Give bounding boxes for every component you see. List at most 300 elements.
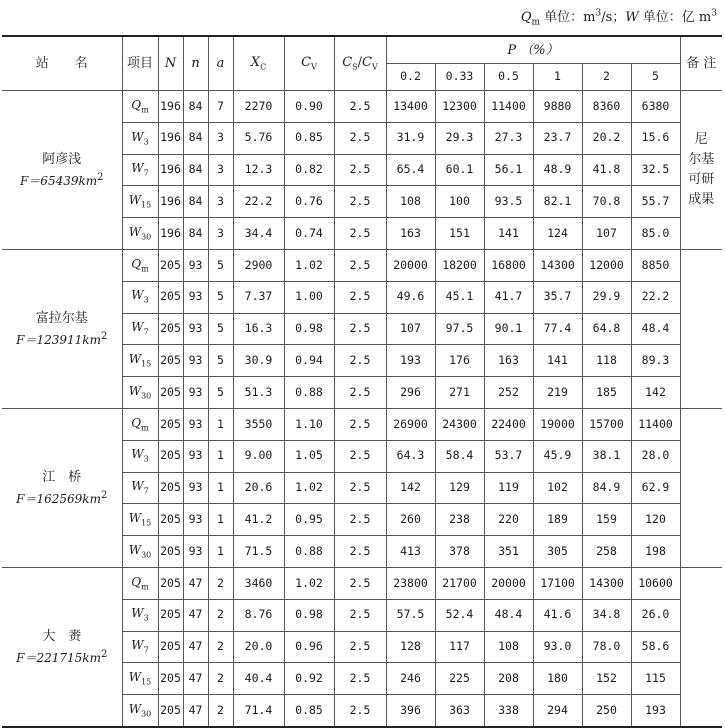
- p-value-cell: 26.0: [631, 599, 680, 631]
- p-value-cell: 58.4: [435, 440, 484, 472]
- a-cell: 1: [208, 536, 233, 568]
- p-value-cell: 23.7: [533, 122, 582, 154]
- p-value-cell: 107: [386, 313, 435, 345]
- p-value-cell: 58.6: [631, 631, 680, 663]
- units-note: $Q_m$ 单位：$m^3/s$；W 单位：亿 $m^3$: [520, 8, 717, 28]
- xc-cell: 34.4: [233, 218, 284, 250]
- a-cell: 3: [208, 186, 233, 218]
- header-N: N: [158, 36, 183, 91]
- p-value-cell: 413: [386, 536, 435, 568]
- a-cell: 3: [208, 218, 233, 250]
- p-value-cell: 13400: [386, 91, 435, 123]
- N-cell: 196: [158, 91, 183, 123]
- N-cell: 205: [158, 281, 183, 313]
- p-value-cell: 93.5: [484, 186, 533, 218]
- item-cell: $Q_m$: [122, 408, 158, 440]
- p-value-cell: 258: [582, 536, 631, 568]
- n-cell: 93: [183, 313, 208, 345]
- cv-cell: 1.00: [284, 281, 334, 313]
- a-cell: 2: [208, 663, 233, 695]
- n-cell: 84: [183, 218, 208, 250]
- p-value-cell: 108: [484, 631, 533, 663]
- n-cell: 47: [183, 599, 208, 631]
- xc-cell: 71.5: [233, 536, 284, 568]
- note-line: 可研: [688, 171, 715, 187]
- station-area: $F=123911km^2$: [16, 330, 108, 347]
- N-cell: 205: [158, 313, 183, 345]
- p-value-cell: 29.9: [582, 281, 631, 313]
- n-cell: 93: [183, 281, 208, 313]
- table-row: [2, 408, 722, 440]
- cs-cv-cell: 2.5: [334, 599, 386, 631]
- cs-cv-cell: 2.5: [334, 567, 386, 599]
- p-value-cell: 142: [386, 472, 435, 504]
- a-cell: 1: [208, 440, 233, 472]
- p-value-cell: 119: [484, 472, 533, 504]
- item-cell: $W_3$: [122, 440, 158, 472]
- p-value-cell: 38.1: [582, 440, 631, 472]
- flood-frequency-table: [2, 35, 722, 728]
- cs-cv-cell: 2.5: [334, 91, 386, 123]
- header-a: a: [208, 36, 233, 91]
- p-value-cell: 180: [533, 663, 582, 695]
- p-value-cell: 271: [435, 377, 484, 409]
- xc-cell: 8.76: [233, 599, 284, 631]
- p-value-cell: 82.1: [533, 186, 582, 218]
- a-cell: 2: [208, 599, 233, 631]
- header-item: 项目: [122, 36, 158, 91]
- p-value-cell: 11400: [484, 91, 533, 123]
- cv-cell: 0.74: [284, 218, 334, 250]
- cv-cell: 0.88: [284, 536, 334, 568]
- item-cell: $W_7$: [122, 313, 158, 345]
- p-value-cell: 45.1: [435, 281, 484, 313]
- n-cell: 84: [183, 91, 208, 123]
- note-cell: [680, 249, 722, 408]
- a-cell: 1: [208, 504, 233, 536]
- item-cell: $Q_m$: [122, 567, 158, 599]
- p-value-cell: 89.3: [631, 345, 680, 377]
- cs-cv-cell: 2.5: [334, 122, 386, 154]
- station-area: $F=221715km^2$: [16, 648, 108, 665]
- cs-cv-cell: 2.5: [334, 186, 386, 218]
- note-line: 尔基: [688, 151, 715, 167]
- p-value-cell: 48.9: [533, 154, 582, 186]
- p-value-cell: 16800: [484, 249, 533, 281]
- p-value-cell: 159: [582, 504, 631, 536]
- n-cell: 93: [183, 408, 208, 440]
- p-value-cell: 102: [533, 472, 582, 504]
- cs-cv-cell: 2.5: [334, 249, 386, 281]
- header-station: 站 名: [2, 36, 122, 91]
- station-cell: [2, 249, 122, 408]
- p-value-cell: 163: [386, 218, 435, 250]
- item-cell: $W_{15}$: [122, 663, 158, 695]
- p-value-cell: 193: [631, 695, 680, 727]
- cs-cv-cell: 2.5: [334, 472, 386, 504]
- cs-cv-cell: 2.5: [334, 281, 386, 313]
- station-name: 富拉尔基: [35, 310, 88, 326]
- cv-cell: 1.02: [284, 567, 334, 599]
- p-value-cell: 35.7: [533, 281, 582, 313]
- station-cell: [2, 91, 122, 250]
- p-value-cell: 108: [386, 186, 435, 218]
- cv-cell: 0.76: [284, 186, 334, 218]
- item-cell: $W_3$: [122, 281, 158, 313]
- cv-cell: 0.82: [284, 154, 334, 186]
- p-value-cell: 198: [631, 536, 680, 568]
- p-value-cell: 189: [533, 504, 582, 536]
- cs-cv-cell: 2.5: [334, 154, 386, 186]
- p-value-cell: 21700: [435, 567, 484, 599]
- header-p-col: 1: [533, 64, 582, 91]
- p-value-cell: 378: [435, 536, 484, 568]
- p-value-cell: 246: [386, 663, 435, 695]
- p-value-cell: 64.8: [582, 313, 631, 345]
- cs-cv-cell: 2.5: [334, 377, 386, 409]
- note-cell: [680, 91, 722, 250]
- p-value-cell: 45.9: [533, 440, 582, 472]
- p-value-cell: 208: [484, 663, 533, 695]
- cs-cv-cell: 2.5: [334, 313, 386, 345]
- item-cell: $Q_m$: [122, 91, 158, 123]
- cs-cv-cell: 2.5: [334, 536, 386, 568]
- p-value-cell: 294: [533, 695, 582, 727]
- xc-cell: 9.00: [233, 440, 284, 472]
- a-cell: 7: [208, 91, 233, 123]
- a-cell: 5: [208, 345, 233, 377]
- station-name: 阿彦浅: [42, 151, 82, 167]
- cv-cell: 0.96: [284, 631, 334, 663]
- p-value-cell: 85.0: [631, 218, 680, 250]
- cv-cell: 1.02: [284, 472, 334, 504]
- p-value-cell: 17100: [533, 567, 582, 599]
- header-cv: $C_V$: [284, 36, 334, 91]
- p-value-cell: 52.4: [435, 599, 484, 631]
- a-cell: 5: [208, 313, 233, 345]
- station-area: $F=162569km^2$: [16, 489, 108, 506]
- p-value-cell: 252: [484, 377, 533, 409]
- item-cell: $W_{15}$: [122, 186, 158, 218]
- p-value-cell: 14300: [533, 249, 582, 281]
- cv-cell: 0.98: [284, 599, 334, 631]
- cv-cell: 0.90: [284, 91, 334, 123]
- p-value-cell: 176: [435, 345, 484, 377]
- header-n: n: [183, 36, 208, 91]
- p-value-cell: 296: [386, 377, 435, 409]
- p-value-cell: 305: [533, 536, 582, 568]
- station-area: $F=65439km^2$: [19, 171, 104, 188]
- xc-cell: 2900: [233, 249, 284, 281]
- cv-cell: 0.85: [284, 122, 334, 154]
- N-cell: 196: [158, 218, 183, 250]
- header-p-col: 5: [631, 64, 680, 91]
- table-row: [2, 91, 722, 123]
- p-value-cell: 31.9: [386, 122, 435, 154]
- N-cell: 205: [158, 504, 183, 536]
- n-cell: 47: [183, 631, 208, 663]
- cs-cv-cell: 2.5: [334, 440, 386, 472]
- cs-cv-cell: 2.5: [334, 631, 386, 663]
- p-value-cell: 107: [582, 218, 631, 250]
- cv-cell: 1.02: [284, 249, 334, 281]
- p-value-cell: 90.1: [484, 313, 533, 345]
- cv-cell: 0.95: [284, 504, 334, 536]
- a-cell: 2: [208, 567, 233, 599]
- p-value-cell: 12300: [435, 91, 484, 123]
- p-value-cell: 70.8: [582, 186, 631, 218]
- p-value-cell: 225: [435, 663, 484, 695]
- table-row: [2, 249, 722, 281]
- p-value-cell: 41.8: [582, 154, 631, 186]
- p-value-cell: 11400: [631, 408, 680, 440]
- p-value-cell: 8850: [631, 249, 680, 281]
- p-value-cell: 41.7: [484, 281, 533, 313]
- item-cell: $W_7$: [122, 631, 158, 663]
- cs-cv-cell: 2.5: [334, 408, 386, 440]
- cv-cell: 1.10: [284, 408, 334, 440]
- cs-cv-cell: 2.5: [334, 695, 386, 727]
- n-cell: 93: [183, 440, 208, 472]
- item-cell: $W_3$: [122, 122, 158, 154]
- xc-cell: 51.3: [233, 377, 284, 409]
- p-value-cell: 56.1: [484, 154, 533, 186]
- p-value-cell: 250: [582, 695, 631, 727]
- p-value-cell: 185: [582, 377, 631, 409]
- note-line: 成果: [688, 192, 715, 208]
- p-value-cell: 55.7: [631, 186, 680, 218]
- p-value-cell: 93.0: [533, 631, 582, 663]
- header-p-col: 2: [582, 64, 631, 91]
- p-value-cell: 84.9: [582, 472, 631, 504]
- p-value-cell: 129: [435, 472, 484, 504]
- p-value-cell: 396: [386, 695, 435, 727]
- p-value-cell: 24300: [435, 408, 484, 440]
- station-cell: [2, 567, 122, 726]
- note-cell: [680, 567, 722, 726]
- N-cell: 205: [158, 536, 183, 568]
- p-value-cell: 97.5: [435, 313, 484, 345]
- xc-cell: 20.6: [233, 472, 284, 504]
- n-cell: 47: [183, 695, 208, 727]
- item-cell: $W_{15}$: [122, 345, 158, 377]
- N-cell: 205: [158, 408, 183, 440]
- xc-cell: 3460: [233, 567, 284, 599]
- N-cell: 196: [158, 154, 183, 186]
- cs-cv-cell: 2.5: [334, 345, 386, 377]
- n-cell: 93: [183, 504, 208, 536]
- p-value-cell: 65.4: [386, 154, 435, 186]
- item-cell: $W_{30}$: [122, 536, 158, 568]
- N-cell: 196: [158, 122, 183, 154]
- p-value-cell: 57.5: [386, 599, 435, 631]
- xc-cell: 12.3: [233, 154, 284, 186]
- p-value-cell: 193: [386, 345, 435, 377]
- header-p-col: 0.2: [386, 64, 435, 91]
- p-value-cell: 26900: [386, 408, 435, 440]
- p-value-cell: 28.0: [631, 440, 680, 472]
- N-cell: 205: [158, 472, 183, 504]
- a-cell: 2: [208, 695, 233, 727]
- n-cell: 84: [183, 186, 208, 218]
- a-cell: 1: [208, 408, 233, 440]
- p-value-cell: 60.1: [435, 154, 484, 186]
- p-value-cell: 20.2: [582, 122, 631, 154]
- p-value-cell: 62.9: [631, 472, 680, 504]
- item-cell: $W_{30}$: [122, 695, 158, 727]
- header-p-group: P （%）: [386, 36, 680, 64]
- xc-cell: 16.3: [233, 313, 284, 345]
- N-cell: 205: [158, 695, 183, 727]
- n-cell: 93: [183, 472, 208, 504]
- cv-cell: 1.05: [284, 440, 334, 472]
- p-value-cell: 15.6: [631, 122, 680, 154]
- p-value-cell: 163: [484, 345, 533, 377]
- n-cell: 47: [183, 663, 208, 695]
- p-value-cell: 18200: [435, 249, 484, 281]
- p-value-cell: 34.8: [582, 599, 631, 631]
- N-cell: 205: [158, 567, 183, 599]
- a-cell: 5: [208, 281, 233, 313]
- header-cs-cv: $C_S/C_V$: [334, 36, 386, 91]
- header-p-col: 0.33: [435, 64, 484, 91]
- header-xc: $X_C$: [233, 36, 284, 91]
- item-cell: $W_{30}$: [122, 377, 158, 409]
- p-value-cell: 77.4: [533, 313, 582, 345]
- p-value-cell: 15700: [582, 408, 631, 440]
- xc-cell: 22.2: [233, 186, 284, 218]
- a-cell: 1: [208, 472, 233, 504]
- n-cell: 93: [183, 377, 208, 409]
- p-value-cell: 6380: [631, 91, 680, 123]
- p-value-cell: 115: [631, 663, 680, 695]
- cv-cell: 0.88: [284, 377, 334, 409]
- p-value-cell: 41.6: [533, 599, 582, 631]
- p-value-cell: 128: [386, 631, 435, 663]
- N-cell: 205: [158, 599, 183, 631]
- item-cell: $Q_m$: [122, 249, 158, 281]
- n-cell: 84: [183, 122, 208, 154]
- p-value-cell: 338: [484, 695, 533, 727]
- table-row: [2, 567, 722, 599]
- xc-cell: 7.37: [233, 281, 284, 313]
- item-cell: $W_3$: [122, 599, 158, 631]
- p-value-cell: 100: [435, 186, 484, 218]
- p-value-cell: 142: [631, 377, 680, 409]
- p-value-cell: 78.0: [582, 631, 631, 663]
- N-cell: 205: [158, 345, 183, 377]
- p-value-cell: 22.2: [631, 281, 680, 313]
- a-cell: 5: [208, 377, 233, 409]
- n-cell: 84: [183, 154, 208, 186]
- a-cell: 3: [208, 154, 233, 186]
- a-cell: 3: [208, 122, 233, 154]
- cv-cell: 0.98: [284, 313, 334, 345]
- a-cell: 2: [208, 631, 233, 663]
- cv-cell: 0.94: [284, 345, 334, 377]
- xc-cell: 5.76: [233, 122, 284, 154]
- a-cell: 5: [208, 249, 233, 281]
- cs-cv-cell: 2.5: [334, 218, 386, 250]
- p-value-cell: 220: [484, 504, 533, 536]
- p-value-cell: 120: [631, 504, 680, 536]
- station-cell: [2, 408, 122, 567]
- p-value-cell: 29.3: [435, 122, 484, 154]
- N-cell: 205: [158, 663, 183, 695]
- item-cell: $W_7$: [122, 154, 158, 186]
- p-value-cell: 27.3: [484, 122, 533, 154]
- p-value-cell: 219: [533, 377, 582, 409]
- station-name: 江 桥: [42, 469, 82, 485]
- p-value-cell: 32.5: [631, 154, 680, 186]
- p-value-cell: 22400: [484, 408, 533, 440]
- p-value-cell: 238: [435, 504, 484, 536]
- item-cell: $W_{15}$: [122, 504, 158, 536]
- p-value-cell: 118: [582, 345, 631, 377]
- p-value-cell: 117: [435, 631, 484, 663]
- p-value-cell: 260: [386, 504, 435, 536]
- xc-cell: 71.4: [233, 695, 284, 727]
- p-value-cell: 152: [582, 663, 631, 695]
- p-value-cell: 9880: [533, 91, 582, 123]
- p-value-cell: 48.4: [631, 313, 680, 345]
- station-name: 大 赉: [42, 628, 82, 644]
- header-p-col: 0.5: [484, 64, 533, 91]
- item-cell: $W_{30}$: [122, 218, 158, 250]
- item-cell: $W_7$: [122, 472, 158, 504]
- p-value-cell: 23800: [386, 567, 435, 599]
- xc-cell: 2270: [233, 91, 284, 123]
- N-cell: 196: [158, 186, 183, 218]
- cv-cell: 0.85: [284, 695, 334, 727]
- p-value-cell: 20000: [386, 249, 435, 281]
- header-note: 备 注: [680, 36, 722, 91]
- p-value-cell: 48.4: [484, 599, 533, 631]
- p-value-cell: 53.7: [484, 440, 533, 472]
- note-line: 尼: [694, 131, 708, 147]
- p-value-cell: 10600: [631, 567, 680, 599]
- n-cell: 47: [183, 567, 208, 599]
- xc-cell: 40.4: [233, 663, 284, 695]
- cs-cv-cell: 2.5: [334, 504, 386, 536]
- N-cell: 205: [158, 440, 183, 472]
- note-cell: [680, 408, 722, 567]
- p-value-cell: 141: [533, 345, 582, 377]
- p-value-cell: 20000: [484, 567, 533, 599]
- n-cell: 93: [183, 345, 208, 377]
- p-value-cell: 49.6: [386, 281, 435, 313]
- p-value-cell: 19000: [533, 408, 582, 440]
- cv-cell: 0.92: [284, 663, 334, 695]
- p-value-cell: 14300: [582, 567, 631, 599]
- N-cell: 205: [158, 631, 183, 663]
- p-value-cell: 64.3: [386, 440, 435, 472]
- N-cell: 205: [158, 377, 183, 409]
- p-value-cell: 141: [484, 218, 533, 250]
- p-value-cell: 351: [484, 536, 533, 568]
- p-value-cell: 151: [435, 218, 484, 250]
- xc-cell: 30.9: [233, 345, 284, 377]
- N-cell: 205: [158, 249, 183, 281]
- cs-cv-cell: 2.5: [334, 663, 386, 695]
- xc-cell: 3550: [233, 408, 284, 440]
- p-value-cell: 363: [435, 695, 484, 727]
- n-cell: 93: [183, 249, 208, 281]
- xc-cell: 41.2: [233, 504, 284, 536]
- n-cell: 93: [183, 536, 208, 568]
- p-value-cell: 124: [533, 218, 582, 250]
- p-value-cell: 12000: [582, 249, 631, 281]
